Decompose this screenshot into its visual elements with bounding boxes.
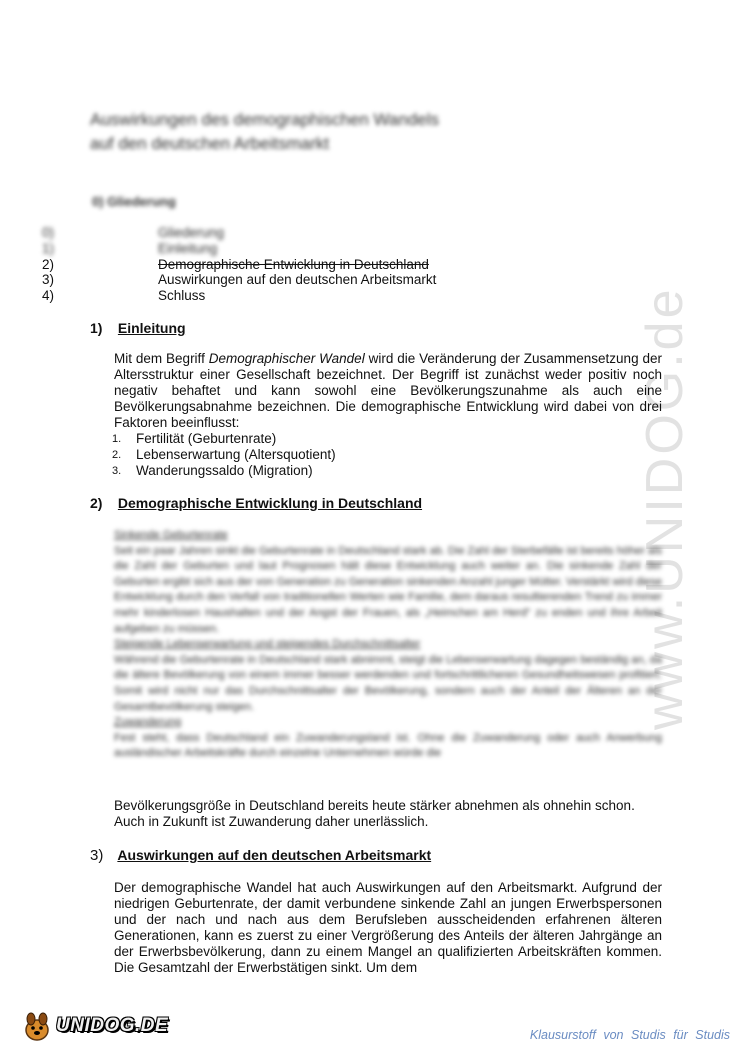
title-line-2: auf den deutschen Arbeitsmarkt — [90, 134, 330, 153]
unidog-logo — [22, 1010, 168, 1042]
toc-label: Demographische Entwicklung in Deutschland — [158, 256, 429, 272]
dog-icon — [22, 1010, 52, 1042]
toc-label: Auswirkungen auf den deutschen Arbeitsmarkt — [158, 272, 437, 288]
section-title: Demographische Entwicklung in Deutschland — [117, 495, 423, 511]
toc-number: 4) — [42, 288, 55, 304]
section-number: 3) — [90, 847, 104, 864]
section-number: 2) — [90, 495, 103, 511]
gliederung-heading: 0) Gliederung — [92, 194, 176, 209]
body-text: Seit ein paar Jahren sinkt die Geburtenrate in Deutschland stark ab. Die Zahl der Sterbefälle ist bereits höher als die Zahl der Geburten und laut Prognosen hält diese Entwicklung auch weiter an. Die sinkende Zahl der Geburten ergibt sich aus der von Generation zu Generation sinkenden Anzahl junger Mütter. Verstärkt wird diese Entwicklung durch den Verfall von traditionellen Werten wie Familie, dem daraus resultierenden Trend zu immer mehr kinderlosen Haushalten und der Angst der Frauen, als „Heimchen am Herd“ zu enden und ihre Arbeit aufgeben zu müssen. — [114, 544, 662, 635]
toc-label: Gliederung — [158, 225, 225, 240]
body-text: Fest steht, dass Deutschland ein Zuwanderungsland ist. Ohne die Zuwanderung oder auch Anwerbung ausländischer Arbeitskräfte durch einzelne Unternehmen würde die — [114, 731, 662, 760]
arbeitsmarkt-paragraph: Der demographische Wandel hat auch Auswirkungen auf den Arbeitsmarkt. Aufgrund der niedrigen Geburtenrate, der damit verbundene sinkende Zahl an jungen Erwerbspersonen und der nach und nach aus dem Berufsleben ausscheidenden erfahrenen älteren Generationen, kann es zuerst zu einer Vergrößerung des Anteils der älteren Jahrgänge an der Erwerbsbevölkerung, dann zu einem Mangel an qualifizierten Arbeitskräften kommen. Die Gesamtzahl der Erwerbstätigen sinkt. Um dem — [114, 880, 662, 975]
toc-label: Einleitung — [158, 240, 218, 256]
toc-row — [42, 257, 602, 273]
toc-row — [42, 241, 602, 257]
section-heading-einleitung — [90, 320, 186, 336]
toc-number: 0) — [42, 225, 55, 240]
blurred-text-block — [114, 528, 662, 794]
section-heading-entwicklung — [90, 495, 422, 511]
section-heading-arbeitsmarkt — [90, 847, 431, 864]
subheading: Steigende Lebenserwartung und steigendes Durchschnittsalter — [114, 638, 421, 651]
section-title: Einleitung — [117, 320, 186, 336]
toc-row — [42, 272, 602, 288]
subheading: Zuwanderung — [114, 716, 182, 729]
toc-row — [42, 225, 602, 241]
einleitung-paragraph: Mit dem Begriff Demographischer Wandel wird die Veränderung der Zusammensetzung der Altersstruktur einer Gesellschaft bezeichnet. Der Begriff ist zunächst weder positiv noch negativ behaftet und kann sowohl eine Bevölkerungszunahme als auch eine Bevölkerungsabnahme bezeichnen. Die demographische Entwicklung wird dabei von drei Faktoren beeinflusst: — [114, 351, 662, 430]
logo-text: UNIDOG.DE — [56, 1015, 169, 1036]
table-of-contents — [42, 225, 602, 304]
watermark: www.UNIDOG.de — [636, 286, 694, 730]
toc-number: 1) — [42, 240, 55, 256]
toc-row — [42, 288, 602, 304]
document-page: www.UNIDOG.de Auswirkungen des demographischen Wandels auf den deutschen Arbeitsmarkt 0) Gliederung 0) Gliederung 1) Einleitung 2) Demographische Entwicklung in Deutschland 3) Auswirkungen auf den deutschen Arbeitsmarkt 4) Schluss 1) Einleitung Mit dem Begriff Demographischer Wandel wird die Veränderung der Zusammensetzung der Altersstruktur einer Gesellschaft bezeichnet. Der Begriff ist zunächst weder positiv noch negativ behaftet und kann sowohl eine Bevölkerungszunahme als auch eine Bevölkerungsabnahme bezeichnen. Die demographische Entwicklung wird dabei von drei Faktoren beeinflusst: 1. Fertilität (Geburtenrate) 2. Lebenserwartung (Altersquotient) 3. Wanderungssaldo (Migration) 2) Demographische Entwicklung in Deutschland Sinkende Geburtenrate Seit ein paar Jahren sinkt die Geburtenrate in Deutschland stark ab. Die Zahl der Sterbefälle ist bereits höher als die Zahl der Geburten und laut Prognosen hält diese Entwicklung auch weiter an. Die sinkende Zahl der Geburten ergibt sich aus der von Generation zu Generation sinkenden Anzahl junger Mütter. Verstärkt wird diese Entwicklung durch den Verfall von traditionellen Werten wie Familie, dem daraus resultierenden Trend zu immer mehr kinderlosen Haushalten und der Angst der Frauen, als „Heimchen am Herd“ zu enden und ihre Arbeit aufgeben zu müssen. Steigende Lebenserwartung und steigendes Durchschnittsalter Während die Geburtenrate in Deutschland stark abnimmt, steigt die Lebenserwartung dagegen beständig an, da die ältere Bevölkerung von einem immer besser werdenden und fortschrittlicheren Gesundheitswesen profitiert. Somit wird nicht nur das Durchschnittsalter der Bevölkerung, sondern auch der Anteil der Älteren an der Gesamtbevölkerung steigen. Zuwanderung Fest steht, dass Deutschland ein Zuwanderungsland ist. Ohne die Zuwanderung oder auch Anwerbung ausländischer Arbeitskräfte durch einzelne Unternehmen würde die Bevölkerungsgröße in Deutschland bereits heute stärker abnehmen als ohnehin schon. Auch in Zukunft ist Zuwanderung daher unerlässlich. 3) Auswirkungen auf den deutschen Arbeitsmarkt Der demographische Wandel hat auch Auswirkungen auf den Arbeitsmarkt. Aufgrund der niedrigen Geburtenrate, der damit verbundene sinkende Zahl an jungen Erwerbspersonen und der nach und nach aus dem Berufsleben ausscheidenden erfahrenen älteren Generationen, kann es zuerst zu einer Vergrößerung des Anteils der älteren Jahrgänge an der Erwerbsbevölkerung, dann zu einem Mangel an qualifizierten Arbeitskräften kommen. Die Gesamtzahl der Erwerbstätigen sinkt. Um dem UNIDOG.DE Klausurstoff von Studis für Studis — [0, 0, 750, 1060]
toc-number: 3) — [42, 272, 55, 288]
body-text: Während die Geburtenrate in Deutschland stark abnimmt, steigt die Lebenserwartung dagegen beständig an, da die ältere Bevölkerung von einem immer besser werdenden und fortschrittlicheren Gesundheitswesen profitiert. Somit wird nicht nur das Durchschnittsalter der Bevölkerung, sondern auch der Anteil der Älteren an der Gesamtbevölkerung steigen. — [114, 653, 662, 713]
section-number: 1) — [90, 320, 103, 336]
section-title: Auswirkungen auf den deutschen Arbeitsmarkt — [117, 847, 432, 863]
toc-number: 2) — [42, 256, 55, 272]
zuwanderung-clear-text: Bevölkerungsgröße in Deutschland bereits heute stärker abnehmen als ohnehin schon. Auch in Zukunft ist Zuwanderung daher unerlässlich. — [114, 798, 635, 829]
subheading: Sinkende Geburtenrate — [114, 529, 228, 541]
title-line-1: Auswirkungen des demographischen Wandels — [90, 110, 440, 129]
emphasis-term: Demographischer Wandel — [208, 351, 365, 366]
document-title — [90, 108, 439, 156]
footer-tagline: Klausurstoff von Studis für Studis — [529, 1028, 730, 1042]
toc-label: Schluss — [158, 288, 206, 304]
